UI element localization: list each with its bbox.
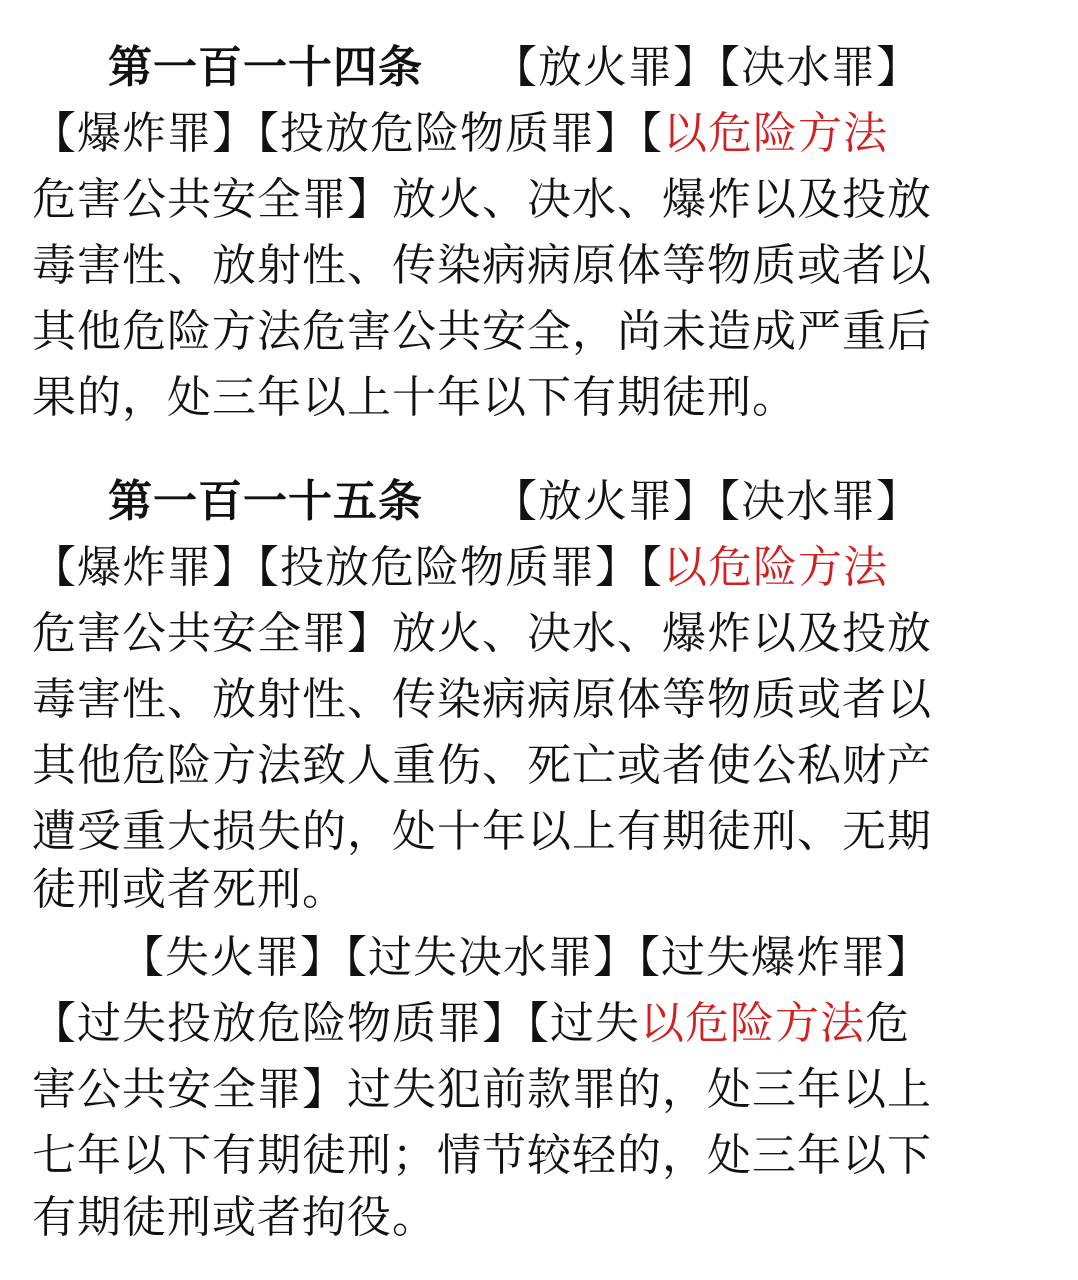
crime-tag: 【决水罪】: [718, 42, 921, 93]
article-114-text-line: 其他危险方法危害公共安全，尚未造成严重后: [32, 306, 932, 357]
article-115-text-line: 遭受重大损失的，处十年以上有期徒刑、无期: [32, 806, 932, 857]
article-114-heading-line: [108, 36, 921, 100]
crime-tag-tail: 危: [865, 998, 910, 1049]
article-number: 第一百一十五条: [108, 476, 423, 527]
article-115-para2-tags-line: 【失火罪】【过失决水罪】【过失爆炸罪】: [120, 932, 931, 983]
article-115-text-line: 危害公共安全罪】放火、决水、爆炸以及投放: [32, 608, 932, 659]
crime-tag-open: 【: [640, 542, 663, 593]
crime-tag-open: 【: [640, 108, 663, 159]
highlighted-phrase: 以危险方法: [663, 108, 888, 159]
crime-tag: 【放火罪】: [493, 42, 718, 93]
crime-tag: 【投放危险物质罪】: [257, 108, 640, 159]
article-115-para2-text-line: 有期徒刑或者拘役。: [32, 1192, 437, 1243]
article-114-text-line: 毒害性、放射性、传染病病原体等物质或者以: [32, 240, 932, 291]
article-115-text-line: 其他危险方法致人重伤、死亡或者使公私财产: [32, 740, 932, 791]
crime-tag: 【过失投放危险物质罪】【过失: [32, 998, 640, 1049]
crime-tag: 【决水罪】: [718, 476, 921, 527]
highlighted-phrase: 以危险方法: [640, 998, 865, 1049]
article-114-text-line: 果的，处三年以上十年以下有期徒刑。: [32, 372, 797, 423]
highlighted-phrase: 以危险方法: [663, 542, 888, 593]
crime-tag: 【放火罪】: [493, 476, 718, 527]
crime-tag: 【投放危险物质罪】: [257, 542, 640, 593]
article-115-text-line: 毒害性、放射性、传染病病原体等物质或者以: [32, 674, 932, 725]
crime-tag: 【爆炸罪】: [32, 108, 257, 159]
article-115-para2-text-line: 害公共安全罪】过失犯前款罪的，处三年以上: [32, 1064, 932, 1115]
article-114-text-line: 危害公共安全罪】放火、决水、爆炸以及投放: [32, 174, 932, 225]
crime-tag: 【爆炸罪】: [32, 542, 257, 593]
article-114-tags-line: [32, 102, 888, 166]
article-115-heading-line: [108, 470, 921, 534]
article-115-text-line: 徒刑或者死刑。: [32, 864, 347, 915]
article-115-para2-text-line: 七年以下有期徒刑；情节较轻的，处三年以下: [32, 1130, 932, 1181]
article-number: 第一百一十四条: [108, 42, 423, 93]
article-115-para2-tags-line: [32, 992, 910, 1056]
article-115-tags-line: [32, 536, 888, 600]
